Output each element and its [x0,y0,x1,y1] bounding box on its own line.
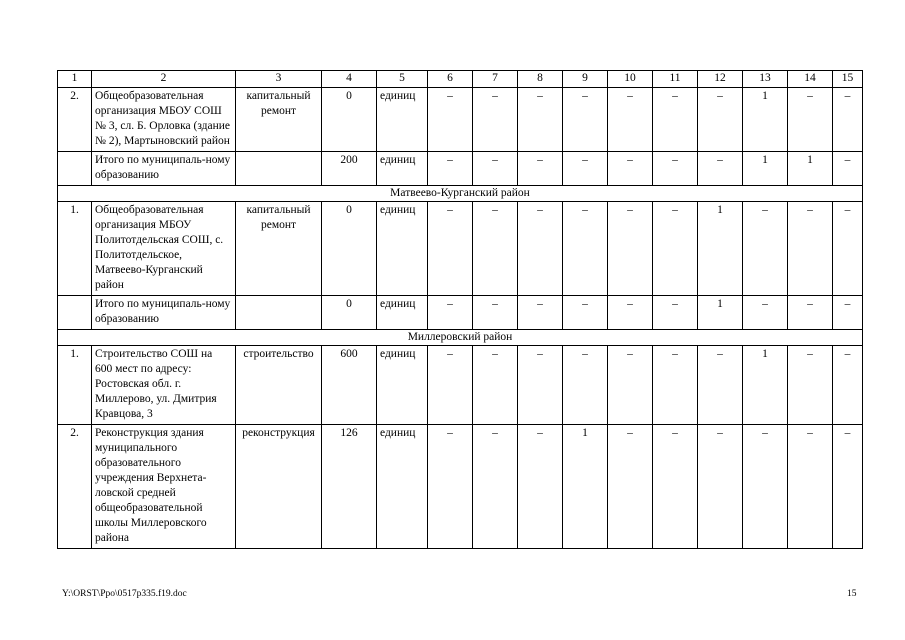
object-name: Реконструкция здания муниципального образовательного учреждения Верхнета-ловской средней общеобразовательной школы Миллеровского района [92,425,236,549]
header-cell: 15 [833,71,863,88]
year-value: – [788,346,833,425]
year-value: – [653,88,698,152]
page-number: 15 [847,589,857,599]
work-type: капитальный ремонт [236,88,322,152]
year-value: – [608,296,653,330]
year-value: – [788,425,833,549]
year-value: 1 [743,88,788,152]
header-cell: 8 [518,71,563,88]
row-number [58,152,92,186]
capacity-value: 0 [322,88,377,152]
section-title: Матвеево-Курганский район [58,186,863,202]
year-value: – [563,202,608,296]
work-type [236,152,322,186]
program-table [57,70,863,549]
unit: единиц [377,152,428,186]
year-value: – [473,152,518,186]
header-cell: 9 [563,71,608,88]
header-cell: 14 [788,71,833,88]
year-value: 1 [698,202,743,296]
total-row [58,152,863,186]
year-value: – [563,296,608,330]
row-number: 2. [58,88,92,152]
year-value: – [653,346,698,425]
year-value: – [428,88,473,152]
year-value: – [698,152,743,186]
work-type [236,296,322,330]
year-value: – [608,425,653,549]
year-value: – [608,202,653,296]
header-cell: 5 [377,71,428,88]
unit: единиц [377,88,428,152]
year-value: – [518,88,563,152]
year-value: – [428,152,473,186]
row-number: 1. [58,346,92,425]
header-cell: 7 [473,71,518,88]
year-value: – [428,425,473,549]
year-value: – [833,346,863,425]
year-value: 1 [788,152,833,186]
year-value: 1 [743,152,788,186]
table-row [58,425,863,549]
row-number: 2. [58,425,92,549]
object-name: Общеобразовательная организация МБОУ Политотдельская СОШ, с. Политотдельское, Матвеево-Курганский район [92,202,236,296]
object-name: Итого по муниципаль-ному образованию [92,296,236,330]
year-value: – [788,202,833,296]
year-value: – [653,296,698,330]
section-row [58,186,863,202]
row-number [58,296,92,330]
table-row [58,346,863,425]
year-value: – [833,202,863,296]
year-value: – [608,346,653,425]
unit: единиц [377,296,428,330]
year-value: – [698,346,743,425]
year-value: – [608,88,653,152]
capacity-value: 0 [322,202,377,296]
year-value: – [833,296,863,330]
year-value: – [518,296,563,330]
year-value: – [698,425,743,549]
year-value: – [788,296,833,330]
unit: единиц [377,202,428,296]
year-value: – [698,88,743,152]
header-cell: 6 [428,71,473,88]
year-value: – [653,152,698,186]
year-value: – [653,425,698,549]
year-value: – [473,202,518,296]
file-path: Y:\ORST\Ppo\0517p335.f19.doc [62,589,187,599]
year-value: – [518,346,563,425]
year-value: 1 [563,425,608,549]
table-row [58,202,863,296]
year-value: – [428,346,473,425]
row-number: 1. [58,202,92,296]
header-cell: 13 [743,71,788,88]
header-cell: 11 [653,71,698,88]
year-value: – [473,88,518,152]
object-name: Строительство СОШ на 600 мест по адресу: Ростовская обл. г. Миллерово, ул. Дмитрия Кравцова, 3 [92,346,236,425]
header-cell: 1 [58,71,92,88]
section-title: Миллеровский район [58,330,863,346]
year-value: – [428,202,473,296]
capacity-value: 200 [322,152,377,186]
work-type: реконструкция [236,425,322,549]
year-value: – [608,152,653,186]
capacity-value: 600 [322,346,377,425]
section-row [58,330,863,346]
year-value: – [563,152,608,186]
header-cell: 12 [698,71,743,88]
year-value: – [473,425,518,549]
year-value: – [833,152,863,186]
year-value: – [833,425,863,549]
object-name: Итого по муниципаль-ному образованию [92,152,236,186]
header-row [58,71,863,88]
year-value: 1 [743,346,788,425]
work-type: капитальный ремонт [236,202,322,296]
object-name: Общеобразовательная организация МБОУ СОШ № 3, сл. Б. Орловка (здание № 2), Мартыновский район [92,88,236,152]
year-value: – [563,346,608,425]
year-value: – [518,202,563,296]
year-value: – [518,152,563,186]
year-value: – [653,202,698,296]
header-cell: 2 [92,71,236,88]
total-row [58,296,863,330]
capacity-value: 126 [322,425,377,549]
year-value: – [788,88,833,152]
unit: единиц [377,346,428,425]
year-value: 1 [698,296,743,330]
year-value: – [833,88,863,152]
table-row [58,88,863,152]
year-value: – [743,296,788,330]
year-value: – [473,296,518,330]
work-type: строительство [236,346,322,425]
header-cell: 3 [236,71,322,88]
year-value: – [743,425,788,549]
unit: единиц [377,425,428,549]
capacity-value: 0 [322,296,377,330]
year-value: – [563,88,608,152]
year-value: – [743,202,788,296]
header-cell: 10 [608,71,653,88]
year-value: – [518,425,563,549]
header-cell: 4 [322,71,377,88]
year-value: – [473,346,518,425]
year-value: – [428,296,473,330]
